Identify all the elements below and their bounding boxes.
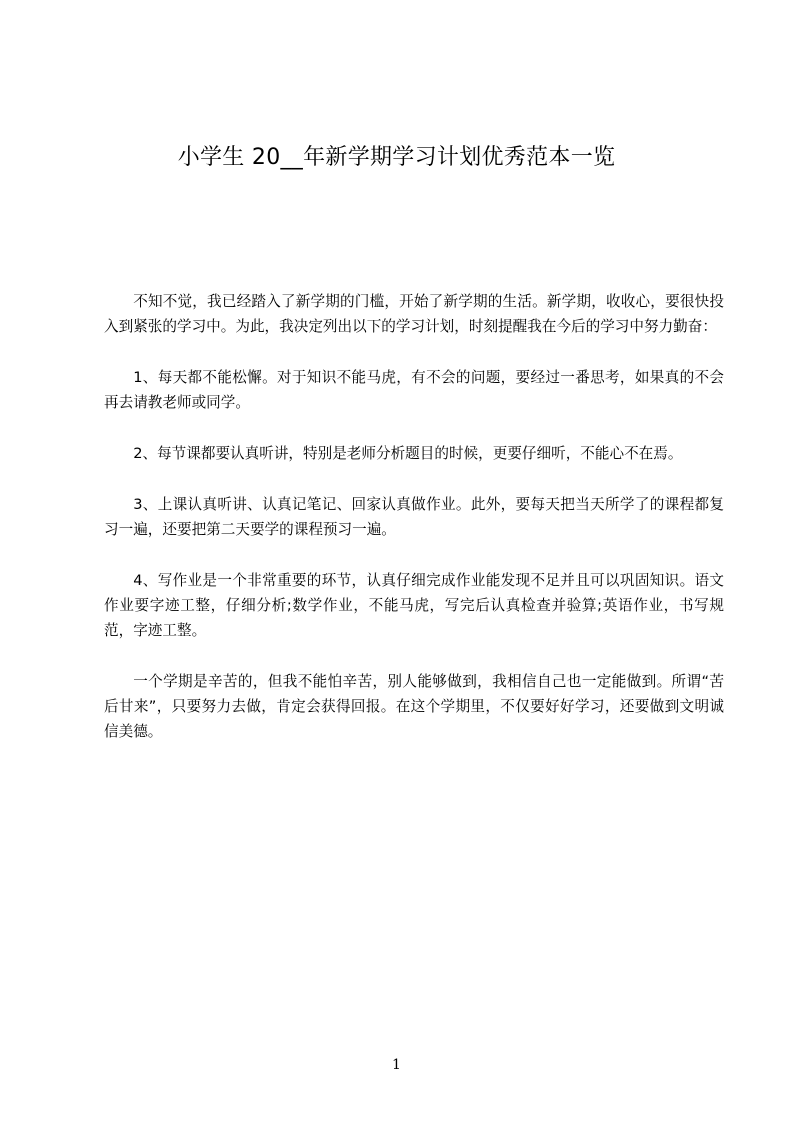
paragraph-conclusion: 一个学期是辛苦的，但我不能怕辛苦，别人能够做到，我相信自己也一定能做到。所谓“苦后甘来”，只要努力去做，肯定会获得回报。在这个学期里，不仅要好好学习，还要做到文明诚信美德。 [104, 673, 724, 740]
document-body [104, 289, 724, 770]
document-title: 小学生 20__年新学期学习计划优秀范本一览 [177, 145, 616, 170]
paragraph-intro: 不知不觉，我已经踏入了新学期的门槛，开始了新学期的生活。新学期，收收心，要很快投入到紧张的学习中。为此，我决定列出以下的学习计划，时刻提醒我在今后的学习中努力勤奋： [104, 293, 724, 335]
paragraph-item-2: 2、每节课都要认真听讲，特别是老师分析题目的时候，更要仔细听，不能心不在焉。 [133, 445, 683, 462]
paragraph-item-3: 3、上课认真听讲、认真记笔记、回家认真做作业。此外，要每天把当天所学了的课程都复习一遍，还要把第二天要学的课程预习一遍。 [104, 496, 724, 538]
paragraph-item-4: 4、写作业是一个非常重要的环节，认真仔细完成作业能发现不足并且可以巩固知识。语文作业要字迹工整，仔细分析;数学作业，不能马虎，写完后认真检查并验算;英语作业，书写规范，字迹工整。 [104, 572, 724, 639]
paragraph-item-1: 1、每天都不能松懈。对于知识不能马虎，有不会的问题，要经过一番思考，如果真的不会再去请教老师或同学。 [104, 369, 724, 411]
page-number: 1 [392, 1057, 401, 1073]
